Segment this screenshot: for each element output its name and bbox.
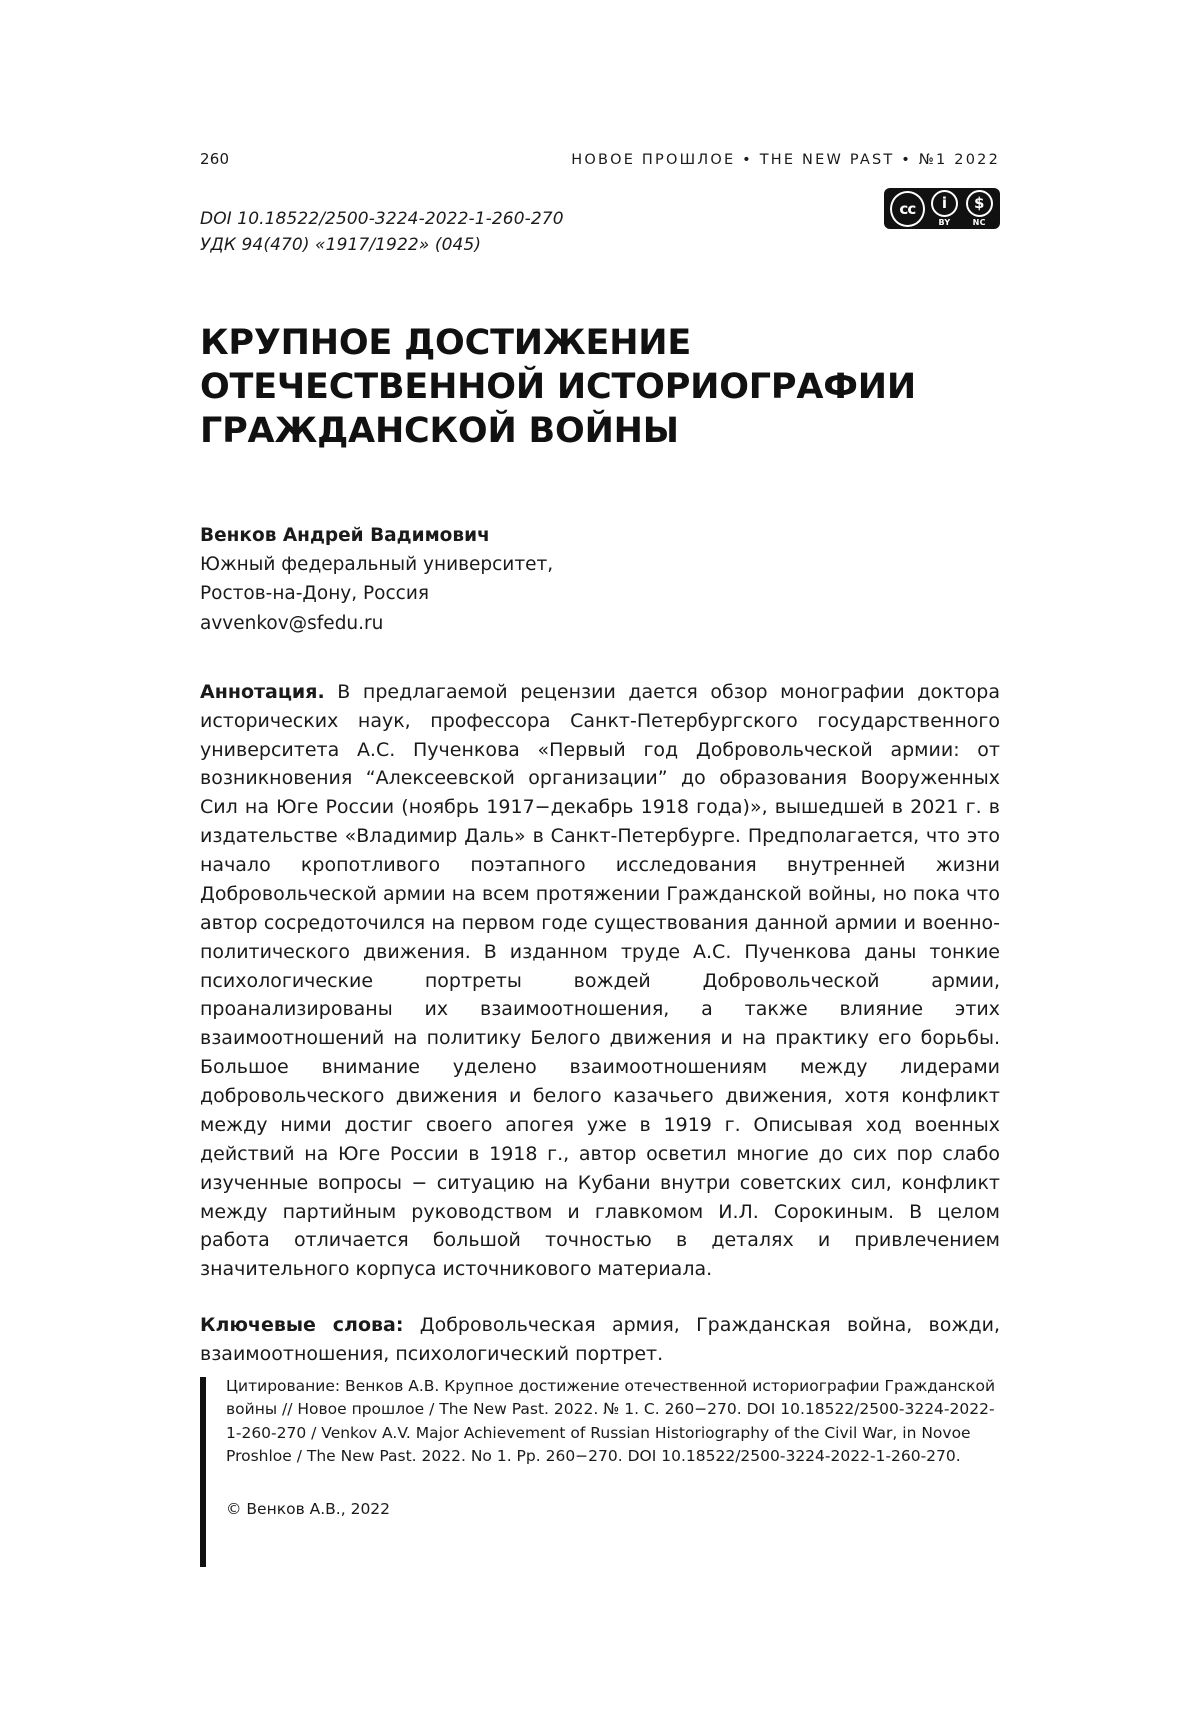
author-affiliation: Южный федеральный университет, bbox=[200, 554, 554, 576]
keywords-text: Добровольческая армия, Гражданская война, вожди, взаимоотношения, психологический портрет. bbox=[200, 1314, 1000, 1366]
citation-text: Цитирование: Венков А.В. Крупное достижение отечественной историографии Гражданской войны // Новое прошлое / The New Past. 2022. № 1. С. 260−270. DOI 10.18522/2500-3224-2022-1-260-270 / Venkov A.V. Major Achievement of Russian Historiography of the Civil War, in Novoe Proshloe / The New Past. 2022. No 1. Pp. 260−270. DOI 10.18522/2500-3224-2022-1-260-270. bbox=[226, 1377, 996, 1465]
article-title: КРУПНОЕ ДОСТИЖЕНИЕ ОТЕЧЕСТВЕННОЙ ИСТОРИОГРАФИИ ГРАЖДАНСКОЙ ВОЙНЫ bbox=[200, 322, 916, 451]
creative-commons-badge bbox=[884, 188, 1000, 229]
keywords-paragraph bbox=[200, 1311, 1000, 1369]
copyright-line: © Венков А.В., 2022 bbox=[226, 1500, 391, 1518]
author-block bbox=[200, 521, 1000, 638]
abstract-paragraph bbox=[200, 678, 1000, 1284]
identifier-block bbox=[200, 206, 1000, 259]
abstract-text: В предлагаемой рецензии дается обзор монографии доктора исторических наук, профессора Санкт-Петербургского государственного университета А.С. Пученкова «Первый год Добровольческой армии: от возникновения “Алексеевской организации” до образования Вооруженных Сил на Юге России (ноябрь 1917−декабрь 1918 года)», вышедшей в 2021 г. в издательстве «Владимир Даль» в Санкт-Петербурге. Предполагается, что это начало кропотливого поэтапного исследования внутренней жизни Добровольческой армии на всем протяжении Гражданской войны, но пока что автор сосредоточился на первом годе существования данной армии и военно-политического движения. В изданном труде А.С. Пученкова даны тонкие психологические портреты вождей Добровольческой армии, проанализированы их взаимоотношения, а также влияние этих взаимоотношений на политику Белого движения и на практику его борьбы. Большое внимание уделено взаимоотношениям между лидерами добровольческого движения и белого казачьего движения, хотя конфликт между ними достиг своего апогея уже в 1919 г. Описывая ход военных действий на Юге России в 1918 г., автор осветил многие до сих пор слабо изученные вопросы − ситуацию на Кубани внутри советских сил, конфликт между партийным руководством и главкомом И.Л. Сорокиным. В целом работа отличается большой точностью в деталях и привлечением значительного корпуса источникового материала. bbox=[200, 680, 1000, 1281]
cc-by-label: BY bbox=[938, 218, 951, 227]
cc-nc-label: NC bbox=[972, 218, 986, 227]
author-email: avvenkov@sfedu.ru bbox=[200, 612, 384, 634]
author-city: Ростов-на-Дону, Россия bbox=[200, 583, 429, 605]
running-head bbox=[200, 150, 1000, 168]
citation-block bbox=[200, 1375, 1000, 1518]
doi-line: DOI 10.18522/2500-3224-2022-1-260-270 bbox=[200, 209, 564, 229]
citation-rule bbox=[200, 1377, 206, 1567]
author-name: Венков Андрей Вадимович bbox=[200, 524, 490, 546]
journal-running-title: НОВОЕ ПРОШЛОЕ • THE NEW PAST • №1 2022 bbox=[571, 152, 1000, 168]
keywords-label: Ключевые слова: bbox=[200, 1314, 404, 1337]
cc-logo-icon: cc bbox=[890, 191, 925, 227]
cc-nc-symbol: $ bbox=[966, 190, 993, 217]
cc-by-symbol: i bbox=[931, 190, 958, 217]
udk-line: УДК 94(470) «1917/1922» (045) bbox=[200, 235, 482, 256]
abstract-label: Аннотация. bbox=[200, 680, 325, 703]
page-content bbox=[200, 150, 1000, 1388]
cc-by-icon bbox=[930, 190, 960, 227]
cc-nc-icon bbox=[964, 190, 994, 227]
page-number: 260 bbox=[200, 150, 230, 168]
